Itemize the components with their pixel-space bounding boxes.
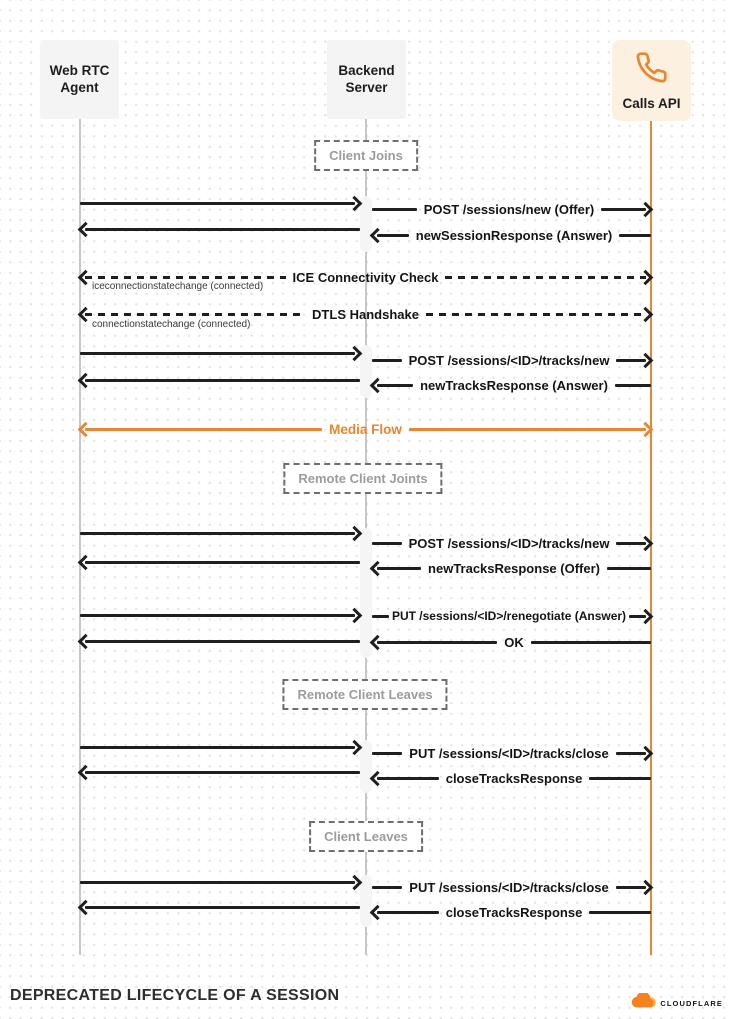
message-close-tracks-response bbox=[372, 769, 651, 787]
activation-bar bbox=[360, 196, 372, 252]
message-label: ICE Connectivity Check bbox=[292, 269, 439, 285]
message-ok bbox=[372, 633, 651, 651]
message-label: DTLS Handshake bbox=[312, 306, 419, 322]
arrow-webrtc-to-backend bbox=[80, 194, 360, 212]
message-new-session-response bbox=[372, 226, 651, 244]
message-close-tracks-response-final bbox=[372, 903, 651, 921]
message-post-tracks-new-remote bbox=[372, 534, 651, 552]
arrow-left-icon bbox=[370, 377, 386, 393]
arrow-webrtc-to-backend bbox=[80, 738, 360, 756]
arrow-right-icon bbox=[347, 607, 363, 623]
message-new-tracks-response-offer bbox=[372, 559, 651, 577]
actor-backend-server bbox=[327, 40, 406, 119]
message-post-sessions-new bbox=[372, 200, 651, 218]
message-put-renegotiate bbox=[372, 607, 651, 625]
cloudflare-cloud-icon bbox=[630, 993, 657, 1014]
actor-label: Calls API bbox=[622, 95, 681, 111]
ice-state-note: iceconnectionstatechange (connected) bbox=[92, 281, 264, 292]
arrow-left-icon bbox=[78, 764, 94, 780]
arrow-left-icon bbox=[78, 421, 94, 437]
arrow-right-icon bbox=[638, 535, 654, 551]
arrow-right-icon bbox=[638, 879, 654, 895]
actor-calls-api bbox=[612, 40, 691, 121]
arrow-right-icon bbox=[638, 608, 654, 624]
arrow-webrtc-to-backend bbox=[80, 606, 360, 624]
arrow-backend-to-webrtc bbox=[80, 898, 360, 916]
message-label: PUT /sessions/<ID>/tracks/close bbox=[409, 879, 609, 895]
phase-remote-client-leaves: Remote Client Leaves bbox=[282, 679, 447, 710]
actor-label: Backend Server bbox=[338, 62, 395, 95]
arrow-left-icon bbox=[78, 221, 94, 237]
arrow-left-icon bbox=[370, 634, 386, 650]
phase-client-leaves: Client Leaves bbox=[309, 821, 423, 852]
actor-label: Web RTC Agent bbox=[49, 62, 110, 95]
arrow-backend-to-webrtc bbox=[80, 220, 360, 238]
arrow-right-icon bbox=[638, 269, 654, 285]
message-label: closeTracksResponse bbox=[445, 904, 583, 920]
message-label: PUT /sessions/<ID>/renegotiate (Answer) bbox=[391, 609, 627, 623]
arrow-left-icon bbox=[78, 633, 94, 649]
arrow-right-icon bbox=[347, 525, 363, 541]
arrow-left-icon bbox=[78, 554, 94, 570]
arrow-right-icon bbox=[347, 739, 363, 755]
arrow-backend-to-webrtc bbox=[80, 371, 360, 389]
message-label: Media Flow bbox=[329, 421, 402, 437]
phone-icon bbox=[635, 51, 668, 89]
message-put-tracks-close bbox=[372, 744, 651, 762]
message-label: newTracksResponse (Answer) bbox=[420, 377, 608, 393]
connection-state-note: connectionstatechange (connected) bbox=[92, 319, 251, 330]
arrow-left-icon bbox=[370, 227, 386, 243]
phase-client-joins: Client Joins bbox=[314, 140, 418, 171]
arrow-left-icon bbox=[370, 560, 386, 576]
message-label: POST /sessions/<ID>/tracks/new bbox=[408, 535, 610, 551]
message-post-tracks-new bbox=[372, 351, 651, 369]
arrow-left-icon bbox=[78, 306, 94, 322]
arrow-backend-to-webrtc bbox=[80, 632, 360, 650]
arrow-right-icon bbox=[347, 874, 363, 890]
message-new-tracks-response-answer bbox=[372, 376, 651, 394]
arrow-right-icon bbox=[638, 306, 654, 322]
message-label: closeTracksResponse bbox=[445, 770, 583, 786]
arrow-backend-to-webrtc bbox=[80, 763, 360, 781]
arrow-right-icon bbox=[638, 201, 654, 217]
arrow-right-icon bbox=[638, 421, 654, 437]
message-put-tracks-close-final bbox=[372, 878, 651, 896]
message-label: OK bbox=[504, 634, 524, 650]
phase-remote-client-joints: Remote Client Joints bbox=[283, 463, 442, 494]
cloudflare-logo bbox=[630, 993, 723, 1014]
message-label: newSessionResponse (Answer) bbox=[415, 227, 613, 243]
arrow-webrtc-to-backend bbox=[80, 524, 360, 542]
actor-webrtc-agent bbox=[40, 40, 119, 119]
message-label: PUT /sessions/<ID>/tracks/close bbox=[409, 745, 609, 761]
message-label: newTracksResponse (Offer) bbox=[428, 560, 600, 576]
arrow-left-icon bbox=[78, 899, 94, 915]
message-label: POST /sessions/new (Offer) bbox=[423, 201, 595, 217]
activation-bar bbox=[360, 528, 372, 658]
arrow-right-icon bbox=[347, 345, 363, 361]
arrow-right-icon bbox=[638, 745, 654, 761]
arrow-backend-to-webrtc bbox=[80, 553, 360, 571]
message-label: POST /sessions/<ID>/tracks/new bbox=[408, 352, 610, 368]
arrow-webrtc-to-backend bbox=[80, 344, 360, 362]
arrow-left-icon bbox=[78, 269, 94, 285]
arrow-left-icon bbox=[78, 372, 94, 388]
arrow-right-icon bbox=[638, 352, 654, 368]
arrow-left-icon bbox=[370, 770, 386, 786]
diagram-title: DEPRECATED LIFECYCLE OF A SESSION bbox=[10, 987, 340, 1004]
message-media-flow bbox=[80, 420, 651, 438]
arrow-right-icon bbox=[347, 195, 363, 211]
arrow-left-icon bbox=[370, 904, 386, 920]
cloudflare-wordmark: CLOUDFLARE bbox=[660, 999, 723, 1008]
arrow-webrtc-to-backend bbox=[80, 873, 360, 891]
